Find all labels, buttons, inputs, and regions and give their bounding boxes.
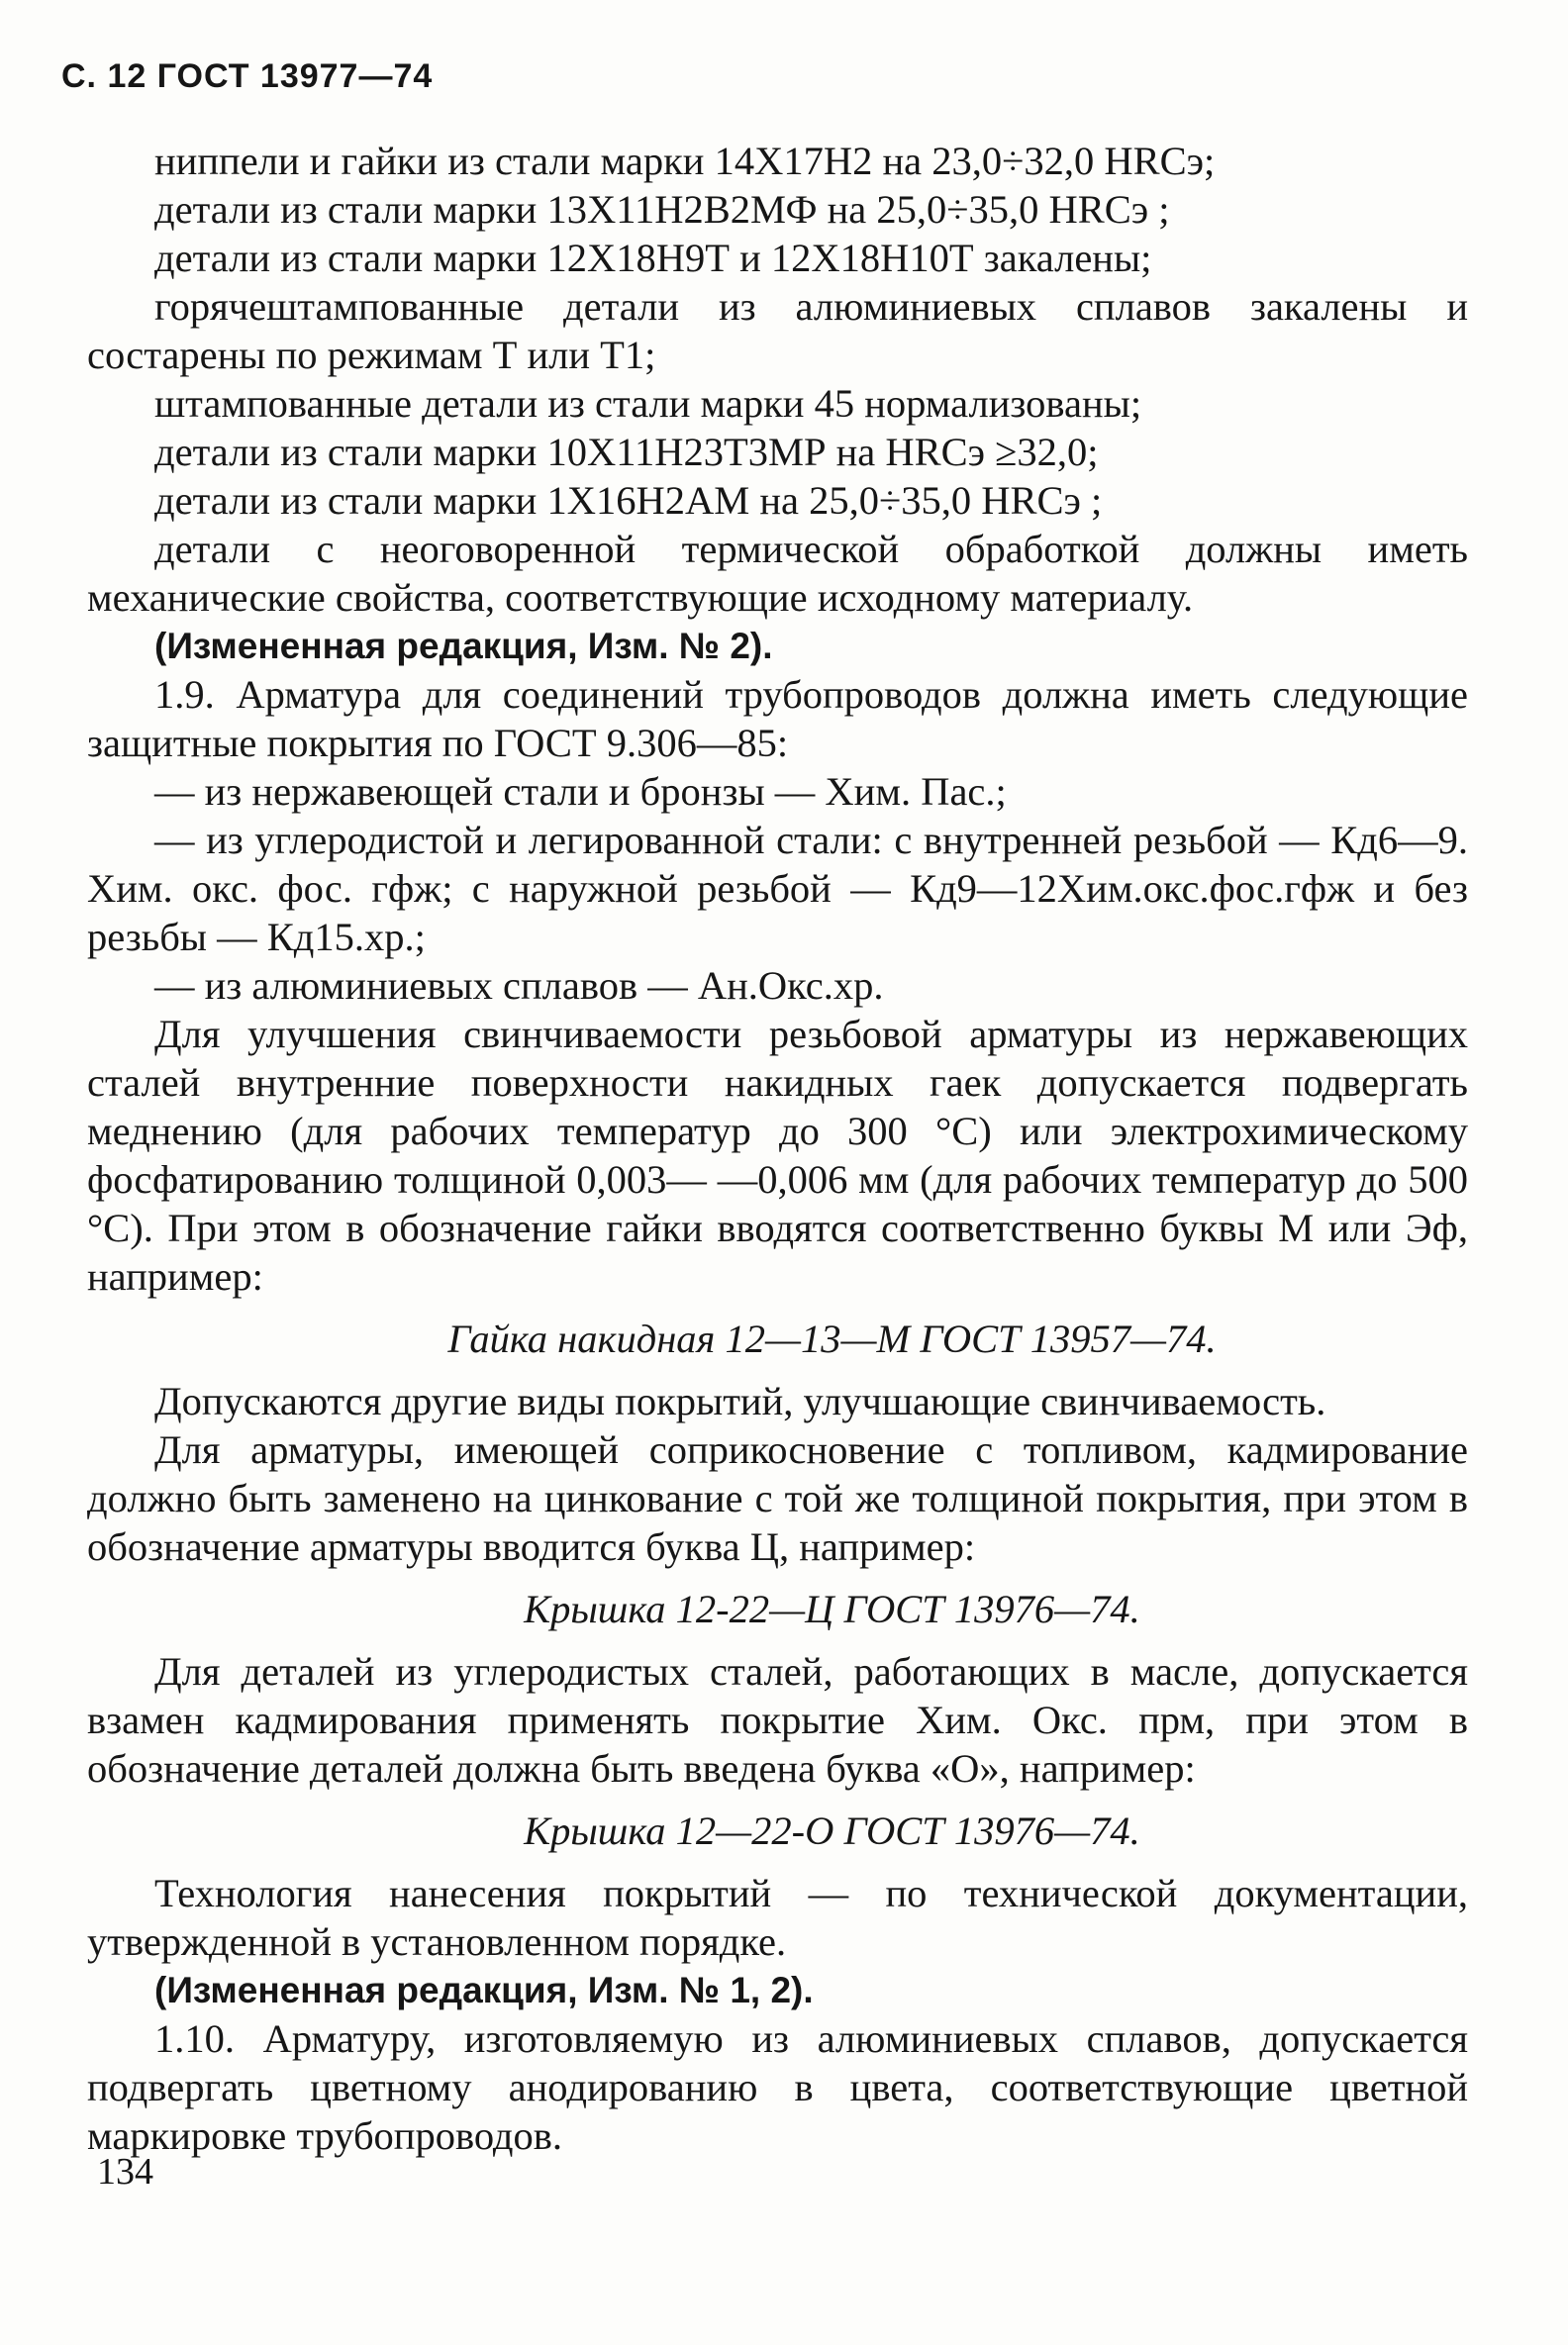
paragraph: Допускаются другие виды покрытий, улучшающие свинчиваемость. — [154, 1379, 1326, 1423]
paragraph: штампованные детали из стали марки 45 нормализованы; — [154, 381, 1142, 426]
paragraph: горячештампованные детали из алюминиевых сплавов закалены и состарены по режимам Т или Т1; — [87, 284, 1468, 377]
designation-example: Крышка 12-22—Ц ГОСТ 13976—74. — [524, 1587, 1140, 1631]
paragraph: детали из стали марки 1Х16Н2АМ на 25,0÷35,0 HRCэ ; — [154, 478, 1103, 523]
section-paragraph: 1.10. Арматуру, изготовляемую из алюминиевых сплавов, допускается подвергать цветному анодированию в цвета, соответствующие цветной маркировке трубопроводов. — [87, 2016, 1468, 2158]
list-item: — из алюминиевых сплавов — Ан.Окс.хр. — [154, 963, 884, 1008]
amendment-note: (Измененная редакция, Изм. № 1, 2). — [154, 1970, 814, 2010]
paragraph: ниппели и гайки из стали марки 14Х17Н2 на 23,0÷32,0 HRCэ; — [154, 139, 1216, 183]
list-item: — из нержавеющей стали и бронзы — Хим. Пас.; — [154, 769, 1007, 814]
paragraph: Технология нанесения покрытий — по технической документации, утвержденной в установленном порядке. — [87, 1871, 1468, 1964]
designation-example: Крышка 12—22-О ГОСТ 13976—74. — [524, 1808, 1140, 1853]
paragraph: детали из стали марки 12Х18Н9Т и 12Х18Н10Т закалены; — [154, 236, 1152, 280]
list-item: — из углеродистой и легированной стали: с внутренней резьбой — Кд6—9. Хим. окс. фос. гфж; с наружной резьбой — Кд9—12Хим.окс.фос.гфж и без резьбы — Кд15.хр.; — [87, 818, 1468, 959]
paragraph: Для арматуры, имеющей соприкосновение с топливом, кадмирование должно быть заменено на цинкование с той же толщиной покрытия, при этом в обозначение арматуры вводится буква Ц, например: — [87, 1427, 1468, 1569]
section-paragraph: 1.9. Арматура для соединений трубопроводов должна иметь следующие защитные покрытия по ГОСТ 9.306—85: — [87, 672, 1468, 765]
designation-example: Гайка накидная 12—13—М ГОСТ 13957—74. — [447, 1317, 1217, 1361]
paragraph: детали из стали марки 10Х11Н23Т3МР на HRCэ ≥32,0; — [154, 430, 1099, 474]
page-number: 134 — [97, 2151, 153, 2193]
page-header: С. 12 ГОСТ 13977—74 — [61, 57, 434, 95]
paragraph: детали из стали марки 13Х11Н2В2МФ на 25,0÷35,0 HRCэ ; — [154, 187, 1170, 232]
paragraph: Для улучшения свинчиваемости резьбовой арматуры из нержавеющих сталей внутренние поверхности накидных гаек допускается подвергать меднению (для рабочих температур до 300 °С) или электрохимическому фосфатированию толщиной 0,003— —0,006 мм (для рабочих температур до 500 °С). При этом в обозначение гайки вводятся соответственно буквы М или Эф, например: — [87, 1012, 1468, 1299]
amendment-note: (Измененная редакция, Изм. № 2). — [154, 626, 773, 666]
paragraph: Для деталей из углеродистых сталей, работающих в масле, допускается взамен кадмирования применять покрытие Хим. Окс. прм, при этом в обозначение деталей должна быть введена буква «О», например: — [87, 1649, 1468, 1791]
paragraph: детали с неоговоренной термической обработкой должны иметь механические свойства, соответствующие исходному материалу. — [87, 527, 1468, 620]
document-body — [87, 137, 1468, 2160]
